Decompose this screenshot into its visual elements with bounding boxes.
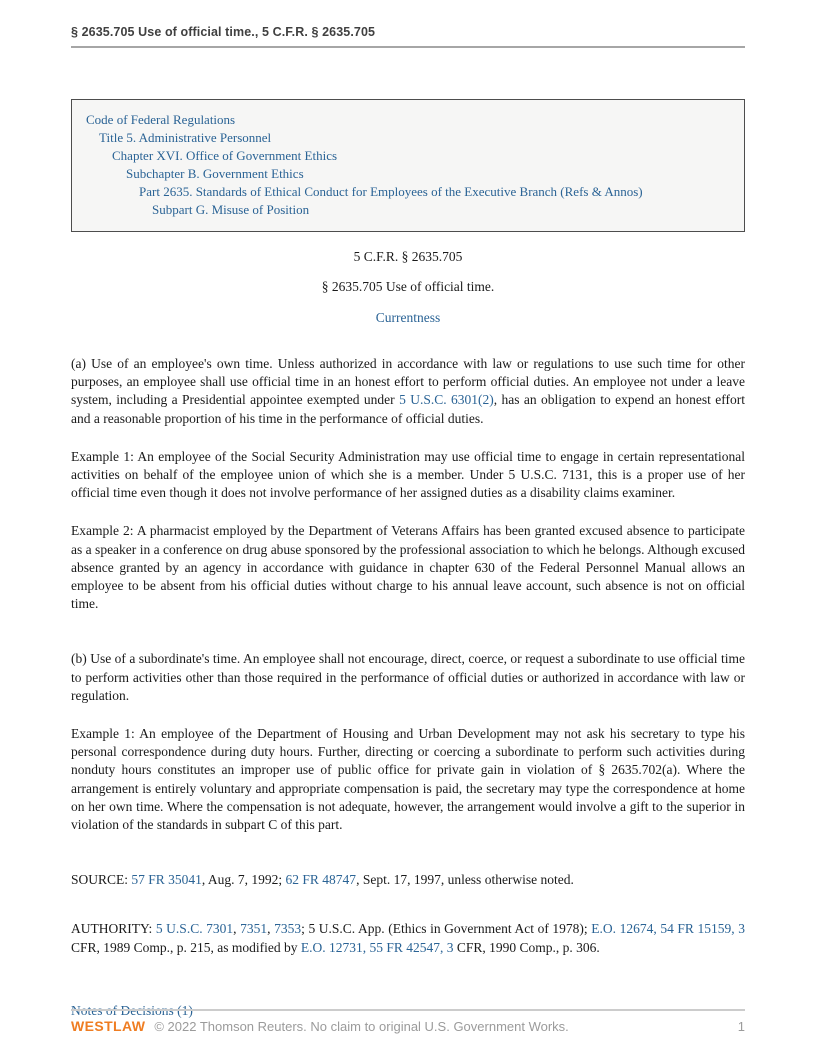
citation-link-62-fr-48747[interactable]: 62 FR 48747: [285, 872, 357, 888]
breadcrumb-item-part-2635[interactable]: Part 2635. Standards of Ethical Conduct for Employees of the Executive Branch (Refs & Annos): [139, 184, 643, 199]
page-title: § 2635.705 Use of official time.: [321, 279, 495, 294]
example-b1: Example 1: An employee of the Department of Housing and Urban Development may not ask his secretary to type his personal correspondence during duty hours. Further, directing or coercing a subordinate to perform such activities during nonduty hours constitutes an improper use of public office for private gain in violation of § 2635.702(a). Where the arrangement is entirely voluntary and appropriate compensation is paid, the secretary may type the correspondence at home on her own time. Where the compensation is not adequate, however, the arrangement would involve a gift to the superior in violation of the standards in subpart C of this part.: [71, 726, 745, 833]
paragraph-b: (b) Use of a subordinate's time. An employee shall not encourage, direct, coerce, or request a subordinate to use official time to perform activities other than those required in the performance of official duties or authorized in accordance with law or regulation.: [71, 651, 745, 703]
source-text: , Aug. 7, 1992;: [201, 872, 286, 888]
document-citation: 5 C.F.R. § 2635.705: [353, 249, 463, 264]
breadcrumb-item-code-of-federal-regulations[interactable]: Code of Federal Regulations: [86, 112, 236, 127]
breadcrumb-item-subchapter-b[interactable]: Subchapter B. Government Ethics: [126, 166, 304, 181]
currentness-row: [71, 310, 745, 326]
statute-link-7351[interactable]: 7351: [240, 921, 268, 937]
document-header: [71, 0, 745, 48]
footer-divider: [71, 1009, 745, 1011]
footer-page-number: 1: [737, 1019, 745, 1034]
citation-link-57-fr-35041[interactable]: 57 FR 35041: [131, 872, 202, 888]
document-footer: [71, 1009, 745, 1034]
citation-link-eo-12731[interactable]: E.O. 12731, 55 FR 42547, 3: [300, 939, 454, 955]
authority-text: CFR, 1989 Comp., p. 215, as modified by: [71, 939, 301, 955]
document-header-title: § 2635.705 Use of official time., 5 C.F.R. § 2635.705: [71, 25, 376, 39]
breadcrumb-item-title-5[interactable]: Title 5. Administrative Personnel: [99, 130, 272, 145]
statute-link-5-usc-7301[interactable]: 5 U.S.C. 7301: [155, 921, 234, 937]
westlaw-logo: WESTLAW: [71, 1018, 146, 1034]
currentness-link[interactable]: Currentness: [375, 310, 441, 325]
authority-text: ,: [267, 921, 275, 937]
paragraph-a: [71, 355, 745, 428]
notes-of-decisions-link[interactable]: Notes of Decisions (1): [71, 1002, 193, 1018]
breadcrumb: [71, 99, 745, 232]
page: [71, 0, 745, 1019]
statute-link-5-usc-6301[interactable]: 5 U.S.C. 6301(2): [399, 392, 494, 408]
source-text: , Sept. 17, 1997, unless otherwise noted.: [356, 872, 574, 888]
source-label: SOURCE:: [71, 872, 132, 888]
breadcrumb-item-chapter-xvi[interactable]: Chapter XVI. Office of Government Ethics: [112, 148, 338, 163]
footer-copyright: © 2022 Thomson Reuters. No claim to original U.S. Government Works.: [154, 1019, 569, 1034]
authority-note: [71, 920, 745, 956]
statute-link-7353[interactable]: 7353: [274, 921, 302, 937]
authority-text: CFR, 1990 Comp., p. 306.: [453, 939, 600, 955]
example-a1: Example 1: An employee of the Social Security Administration may use official time to engage in certain representational activities on behalf of the employee union of which she is a member. Under 5 U.S.C. 7131, this is a proper use of her official time even though it does not involve performance of her assigned duties as a disability claims examiner.: [71, 448, 745, 501]
authority-text: ,: [233, 921, 241, 937]
authority-label: AUTHORITY:: [71, 921, 156, 937]
breadcrumb-item-subpart-g[interactable]: Subpart G. Misuse of Position: [152, 202, 310, 217]
paragraph-a-text: , has an obligation to expend an honest effort and a reasonable proportion of his time in the performance of official duties.: [71, 392, 745, 426]
paragraph-a-text: (a) Use of an employee's own time. Unless authorized in accordance with law or regulations to use such time for other purposes, an employee shall use official time in an honest effort to perform official duties. An employee not under a leave system, including a Presidential appointee exempted under: [71, 356, 745, 408]
footer-row: [71, 1018, 745, 1034]
example-a2: Example 2: A pharmacist employed by the Department of Veterans Affairs has been granted excused absence to participate as a speaker in a conference on drug abuse sponsored by the professional association to which he belongs. Although excused absence granted by an agency in accordance with guidance in chapter 630 of the Federal Personnel Manual allows an employee to be absent from his official duties without charge to his annual leave account, such absence is not on official time.: [71, 523, 745, 612]
citation-link-eo-12674[interactable]: E.O. 12674, 54 FR 15159, 3: [591, 921, 745, 937]
authority-text: ; 5 U.S.C. App. (Ethics in Government Act of 1978);: [301, 921, 592, 937]
source-note: [71, 871, 745, 889]
